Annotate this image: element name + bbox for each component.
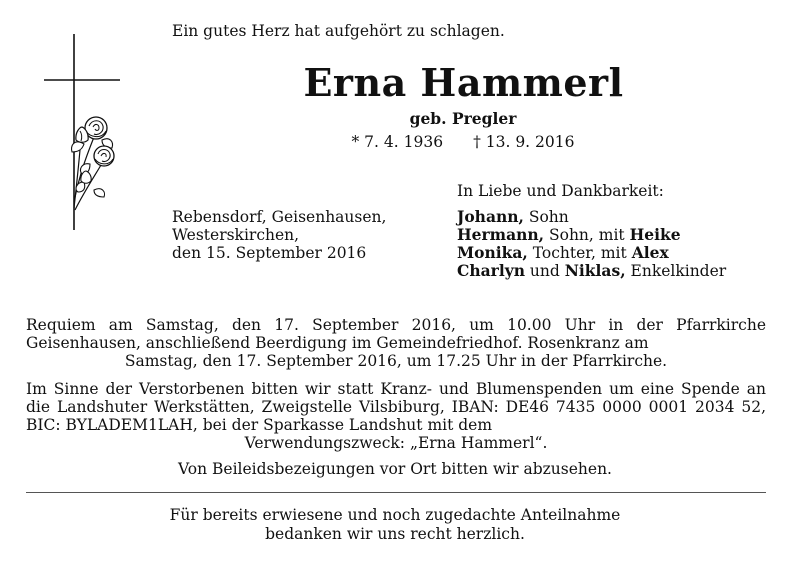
intro-text: Ein gutes Herz hat aufgehört zu schlagen. (172, 22, 505, 40)
mourner-relation: und (524, 262, 565, 280)
mourner-name: Charlyn (457, 261, 525, 280)
death-date: † 13. 9. 2016 (473, 133, 575, 151)
mourner-row (457, 262, 726, 280)
mourner-name: Niklas, (564, 261, 626, 280)
life-dates (0, 133, 790, 151)
closing-line: Für bereits erwiesene und noch zugedachte Anteilnahme (169, 506, 621, 524)
requiem-paragraph (26, 316, 766, 370)
mourner-relation: Enkelkinder (625, 262, 727, 280)
mourner-name: Monika, (457, 243, 528, 262)
place-and-date (172, 208, 386, 262)
mourners-list (457, 208, 726, 280)
mourner-relation: Sohn (523, 208, 569, 226)
donation-text-last: Verwendungszweck: „Erna Hammerl“. (244, 434, 548, 452)
mourner-relation: Tochter, mit (527, 244, 632, 262)
closing-line: bedanken wir uns recht herzlich. (265, 525, 525, 543)
donation-text: Im Sinne der Verstorbenen bitten wir statt Kranz- und Blumenspenden um eine Spende an die Landshuter Werkstätten, Zweigstelle Vilsbiburg, IBAN: DE46 7435 0000 0001 2034 52, BIC: BYLADEM1LAH, bei der Sparkasse Landshut mit dem (26, 380, 766, 434)
mourners-heading: In Liebe und Dankbarkeit: (457, 182, 664, 200)
place-line: Westerskirchen, (172, 226, 300, 244)
mourner-partner-name: Alex (631, 243, 669, 262)
requiem-text-last: Samstag, den 17. September 2016, um 17.25 Uhr in der Pfarrkirche. (124, 352, 668, 370)
birth-date: * 7. 4. 1936 (351, 133, 444, 151)
divider (26, 492, 766, 493)
place-line: Rebensdorf, Geisenhausen, (172, 208, 387, 226)
mourner-relation: Sohn, mit (544, 226, 630, 244)
donation-paragraph (26, 380, 766, 452)
mourner-row (457, 244, 726, 262)
closing-thanks (0, 506, 790, 544)
maiden-name: geb. Pregler (409, 109, 517, 128)
date-line: den 15. September 2016 (172, 244, 367, 262)
mourner-name: Hermann, (457, 225, 545, 244)
mourner-partner-name: Heike (629, 225, 681, 244)
mourner-row (457, 208, 726, 226)
deceased-name: Erna Hammerl (303, 60, 624, 105)
requiem-text: Requiem am Samstag, den 17. September 2016, um 10.00 Uhr in der Pfarrkirche Geisenhausen, anschließend Beerdigung im Gemeindefriedhof. Rosenkranz am (26, 316, 766, 352)
mourner-row (457, 226, 726, 244)
mourner-name: Johann, (457, 207, 524, 226)
condolence-note: Von Beileidsbezeigungen vor Ort bitten wir abzusehen. (178, 460, 612, 478)
